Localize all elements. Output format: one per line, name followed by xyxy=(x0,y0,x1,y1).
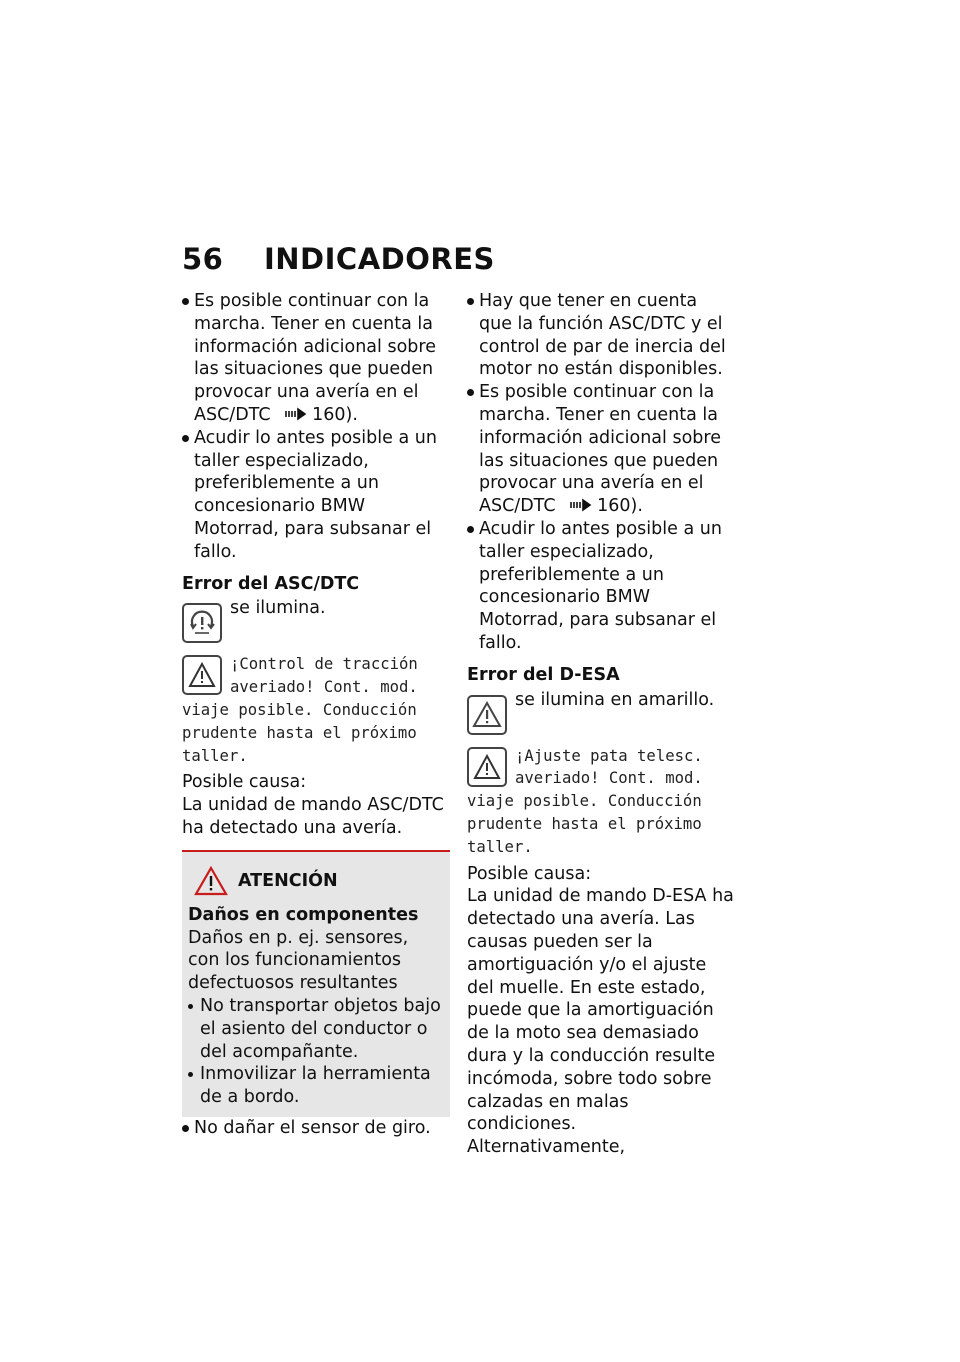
list-item: No dañar el sensor de giro. xyxy=(182,1117,450,1140)
cause-label: Posible causa: xyxy=(182,772,307,793)
cross-reference[interactable]: 160). xyxy=(570,495,643,518)
indicator-text: se ilumina en amarillo. xyxy=(515,689,715,710)
indicator-row xyxy=(182,597,450,643)
section-heading: Error del ASC/DTC xyxy=(182,573,360,594)
list-item: Acudir lo antes posible a un taller especializado, preferiblemente a un concesionario BMW Motorrad, para subsanar el fallo. xyxy=(467,518,735,655)
list-item: Inmovilizar la herramienta de a bordo. xyxy=(188,1063,444,1109)
cross-reference[interactable]: 160). xyxy=(285,404,358,427)
bullet-list xyxy=(182,290,450,564)
left-column xyxy=(182,290,450,1140)
traction-control-lamp-icon xyxy=(182,603,222,643)
display-message: ¡Ajuste pata telesc. averiado! Cont. mod. viaje posible. Conducción prudente hasta el próximo taller. xyxy=(467,746,703,856)
bullet-list xyxy=(182,1117,450,1140)
indicator-text: se ilumina. xyxy=(230,598,326,619)
indicator-row xyxy=(467,689,735,735)
warning-triangle-icon xyxy=(467,747,507,787)
warning-box xyxy=(182,850,450,1117)
warning-lamp-icon xyxy=(467,695,507,735)
warning-subtitle: Daños en componentes xyxy=(188,904,419,925)
right-column xyxy=(467,290,735,1159)
list-item: Es posible continuar con la marcha. Tener en cuenta la información adicional sobre las situaciones que pueden provocar una avería en el ASC/DTC 160). xyxy=(467,381,735,518)
warning-list xyxy=(188,995,444,1109)
list-item: Hay que tener en cuenta que la función ASC/DTC y el control de par de inercia del motor no están disponibles. xyxy=(467,290,735,381)
page-header xyxy=(182,242,495,276)
cause-text: La unidad de mando ASC/DTC ha detectado una avería. xyxy=(182,795,444,838)
display-message: ¡Control de tracción averiado! Cont. mod. viaje posible. Conducción prudente hasta el próximo taller. xyxy=(182,655,418,765)
warning-triangle-icon xyxy=(194,866,228,896)
arrow-right-icon xyxy=(570,498,592,512)
arrow-right-icon xyxy=(285,407,307,421)
cause-text: La unidad de mando D-ESA ha detectado una avería. Las causas pueden ser la amortiguación y/o el ajuste del muelle. En este estado, puede que la amortiguación de la moto sea demasiado dura y la conducción resulte incómoda, sobre todo sobre calzadas en malas condiciones. Alternativamente, xyxy=(467,886,734,1158)
warning-header xyxy=(194,866,444,896)
bullet-list xyxy=(467,290,735,655)
section-heading: Error del D-ESA xyxy=(467,664,620,685)
cause-label: Posible causa: xyxy=(467,863,592,884)
warning-triangle-icon xyxy=(182,655,222,695)
warning-text: Daños en p. ej. sensores, con los funcionamientos defectuosos resultantes xyxy=(188,927,409,994)
list-item: Acudir lo antes posible a un taller especializado, preferiblemente a un concesionario BMW Motorrad, para subsanar el fallo. xyxy=(182,427,450,564)
chapter-title: INDICADORES xyxy=(264,242,495,276)
warning-title: ATENCIÓN xyxy=(238,870,338,891)
page-number: 56 xyxy=(182,242,224,276)
list-item: No transportar objetos bajo el asiento del conductor o del acompañante. xyxy=(188,995,444,1063)
list-item: Es posible continuar con la marcha. Tener en cuenta la información adicional sobre las situaciones que pueden provocar una avería en el ASC/DTC 160). xyxy=(182,290,450,427)
